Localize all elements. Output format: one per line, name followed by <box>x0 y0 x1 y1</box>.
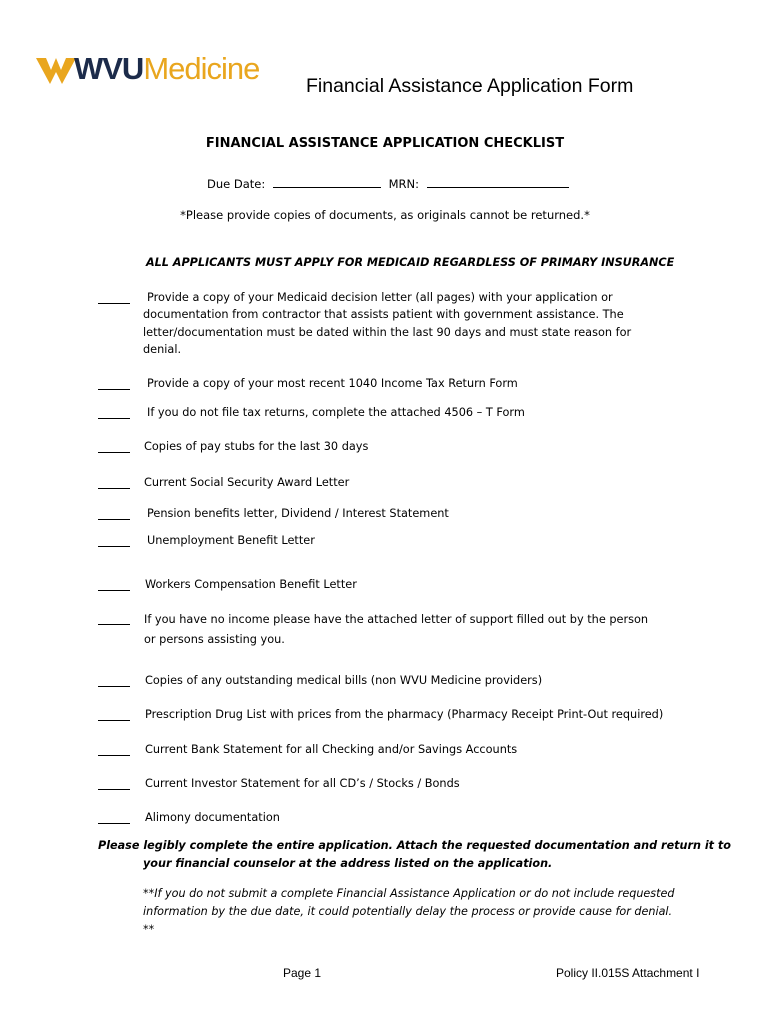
denial-warning-line-2: information by the due date, it could potentially delay the process or provide cause for denial. <box>143 905 673 918</box>
checklist-checkbox-line[interactable] <box>98 418 130 419</box>
return-instructions <box>98 837 731 873</box>
denial-warning-line-1: **If you do not submit a complete Financial Assistance Application or do not include requested <box>143 887 675 900</box>
checklist-item-line: Current Investor Statement for all CD’s / Stocks / Bonds <box>145 777 460 790</box>
checklist-item <box>143 289 632 358</box>
page-number: Page 1 <box>283 966 322 980</box>
checklist-item <box>145 576 357 593</box>
all-applicants-notice: ALL APPLICANTS MUST APPLY FOR MEDICAID REGARDLESS OF PRIMARY INSURANCE <box>146 256 675 269</box>
due-date-label: Due Date: <box>207 177 266 191</box>
form-title: Financial Assistance Application Form <box>306 75 634 97</box>
checklist-checkbox-line[interactable] <box>98 303 130 304</box>
mrn-label: MRN: <box>388 177 419 191</box>
checklist-item-line: documentation from contractor that assists patient with government assistance. The <box>143 308 624 322</box>
return-instructions-line-2: your financial counselor at the address listed on the application. <box>143 857 553 870</box>
logo-medicine: Medicine <box>143 51 260 86</box>
checklist-item-line: Copies of pay stubs for the last 30 days <box>144 440 369 453</box>
checklist-checkbox-line[interactable] <box>98 488 130 489</box>
checklist-item <box>145 741 517 758</box>
checklist-item-line: letter/documentation must be dated within the last 90 days and must state reason for <box>143 325 632 339</box>
checklist-item-line: Copies of any outstanding medical bills (non WVU Medicine providers) <box>145 674 543 687</box>
checklist-item <box>147 532 315 549</box>
checklist-item-line: If you have no income please have the attached letter of support filled out by the person <box>144 613 649 626</box>
policy-reference: Policy II.015S Attachment I <box>556 966 700 980</box>
checklist-item-line: Workers Compensation Benefit Letter <box>145 578 357 591</box>
checklist-item-line: Alimony documentation <box>145 811 280 824</box>
checklist-item <box>144 474 349 491</box>
checklist-item-line: Current Bank Statement for all Checking and/or Savings Accounts <box>145 743 518 756</box>
checklist-item <box>147 375 518 392</box>
checklist-checkbox-line[interactable] <box>98 519 130 520</box>
logo-wordmark <box>74 50 259 88</box>
checklist-item-line: If you do not file tax returns, complete the attached 4506 – T Form <box>147 406 525 419</box>
checklist-item-line: Prescription Drug List with prices from the pharmacy (Pharmacy Receipt Print-Out required) <box>145 708 664 721</box>
checklist-checkbox-line[interactable] <box>98 755 130 756</box>
checklist-item <box>145 775 460 792</box>
denial-warning <box>143 885 675 939</box>
checklist-item <box>145 809 280 826</box>
checklist-item-line: or persons assisting you. <box>144 633 285 646</box>
checklist-item-line: Pension benefits letter, Dividend / Interest Statement <box>147 507 449 520</box>
checklist-checkbox-line[interactable] <box>98 590 130 591</box>
return-instructions-line-1: Please legibly complete the entire application. Attach the requested documentation and return it to <box>98 839 731 852</box>
checklist-checkbox-line[interactable] <box>98 624 130 625</box>
flying-wv-icon <box>36 54 76 88</box>
copies-note: *Please provide copies of documents, as originals cannot be returned.* <box>180 208 590 222</box>
checklist-checkbox-line[interactable] <box>98 789 130 790</box>
checklist-item-line: Provide a copy of your most recent 1040 Income Tax Return Form <box>147 377 518 390</box>
checklist-item-line: denial. <box>143 342 182 356</box>
checklist-checkbox-line[interactable] <box>98 546 130 547</box>
denial-warning-line-3: ** <box>143 923 155 936</box>
checklist-item <box>147 404 525 421</box>
checklist-item-line: Current Social Security Award Letter <box>144 476 350 489</box>
checklist-checkbox-line[interactable] <box>98 686 130 687</box>
checklist-checkbox-line[interactable] <box>98 720 130 721</box>
checklist-item-line: Provide a copy of your Medicaid decision letter (all pages) with your application or <box>147 291 613 304</box>
checklist-item <box>144 610 648 650</box>
checklist-item <box>147 505 449 522</box>
checklist-checkbox-line[interactable] <box>98 823 130 824</box>
checklist-checkbox-line[interactable] <box>98 452 130 453</box>
logo-wvu: WVU <box>74 51 144 86</box>
checklist-item <box>145 672 542 689</box>
mrn-blank[interactable] <box>427 175 569 188</box>
due-date-blank[interactable] <box>273 175 381 188</box>
checklist-title: FINANCIAL ASSISTANCE APPLICATION CHECKLIST <box>205 136 565 151</box>
checklist-item <box>144 438 368 455</box>
due-date-row <box>207 175 569 191</box>
checklist-checkbox-line[interactable] <box>98 389 130 390</box>
checklist-item-line: Unemployment Benefit Letter <box>147 534 315 547</box>
checklist-item <box>145 706 663 723</box>
